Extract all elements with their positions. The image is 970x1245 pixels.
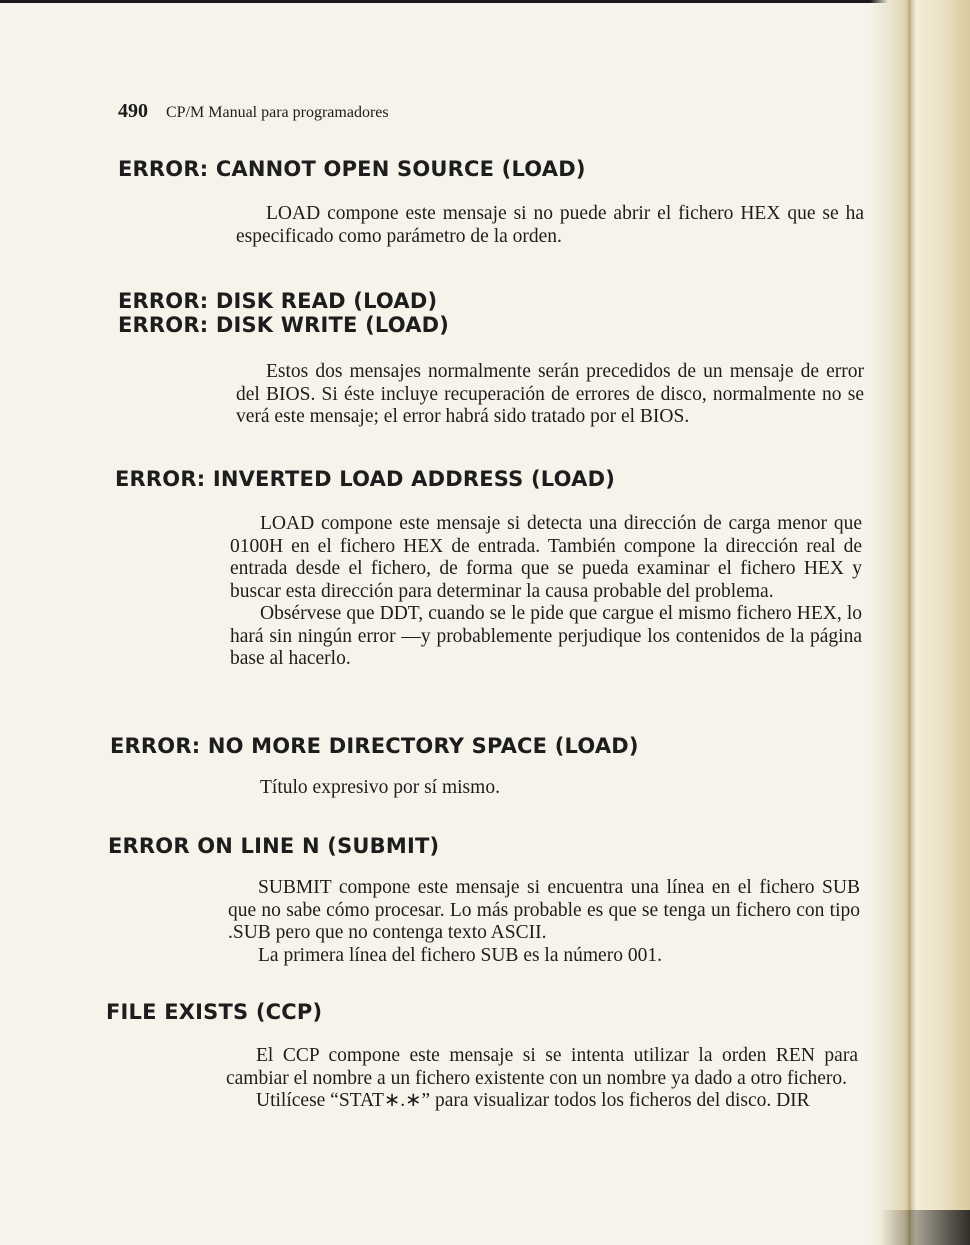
- section-heading-error-on-line-n: ERROR ON LINE N (SUBMIT): [108, 834, 440, 858]
- paragraph: Estos dos mensajes normalmente serán precedidos de un mensaje de error del BIOS. Si éste incluye recuperación de errores de disco, normalmente no se verá este mensaje; el error habrá sido tratado por el BIOS.: [236, 361, 864, 427]
- section-body-cannot-open-source: [236, 203, 864, 248]
- section-body-no-more-directory-space: [230, 777, 862, 800]
- section-body-disk-read-write: [236, 361, 864, 429]
- top-edge-rule: [0, 0, 970, 3]
- paragraph: El CCP compone este mensaje si se intenta utilizar la orden REN para cambiar el nombre a un fichero existente con un nombre ya dado a otro fichero.: [226, 1045, 858, 1089]
- section-body-file-exists: [226, 1045, 858, 1113]
- book-binding-shadow: [870, 0, 970, 1245]
- paragraph: SUBMIT compone este mensaje si encuentra una línea en el fichero SUB que no sabe cómo procesar. Lo más probable es que se tenga un fichero con tipo .SUB pero que no contenga texto ASCII.: [228, 877, 860, 943]
- section-heading-cannot-open-source: ERROR: CANNOT OPEN SOURCE (LOAD): [118, 157, 586, 181]
- paragraph: Título expresivo por sí mismo.: [260, 777, 500, 798]
- paragraph: La primera línea del fichero SUB es la número 001.: [258, 944, 662, 966]
- section-body-inverted-load-address: [230, 513, 862, 671]
- page-number: 490: [118, 100, 148, 122]
- section-heading-inverted-load-address: ERROR: INVERTED LOAD ADDRESS (LOAD): [115, 467, 616, 491]
- section-heading-file-exists: FILE EXISTS (CCP): [106, 1000, 323, 1024]
- section-heading-no-more-directory-space: ERROR: NO MORE DIRECTORY SPACE (LOAD): [110, 734, 639, 758]
- paragraph: Utilícese “STAT∗.∗” para visualizar todos los ficheros del disco. DIR: [256, 1090, 810, 1111]
- paragraph: LOAD compone este mensaje si detecta una dirección de carga menor que 0100H en el fichero HEX de entrada. También compone la dirección real de entrada desde el fichero, de forma que se pueda examinar el fichero HEX y buscar esta dirección para determinar la causa probable del problema.: [230, 513, 862, 602]
- paragraph: LOAD compone este mensaje si no puede abrir el fichero HEX que se ha especificado como parámetro de la orden.: [236, 203, 864, 247]
- running-title: CP/M Manual para programadores: [166, 104, 389, 121]
- book-binding-edge: [908, 0, 911, 1245]
- paragraph: Obsérvese que DDT, cuando se le pide que cargue el mismo fichero HEX, lo hará sin ningún error —y probablemente perjudique los contenidos de la página base al hacerlo.: [230, 603, 862, 669]
- running-head: [118, 100, 389, 123]
- section-heading-disk-write: ERROR: DISK WRITE (LOAD): [118, 313, 450, 337]
- bottom-corner-shadow: [880, 1210, 970, 1245]
- section-heading-disk-read: ERROR: DISK READ (LOAD): [118, 289, 438, 313]
- section-body-error-on-line-n: [228, 877, 860, 967]
